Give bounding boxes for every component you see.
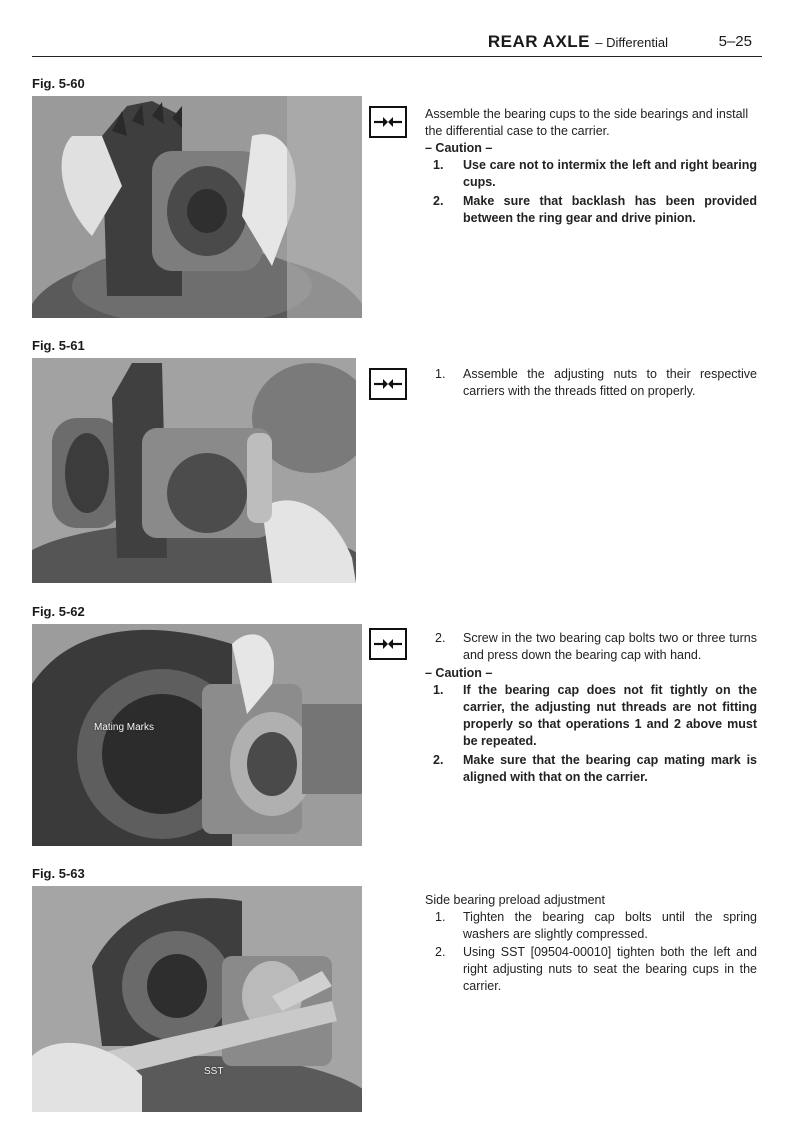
section-title [488,32,668,52]
caution-number: 2. [433,194,444,208]
caution-number: 1. [433,683,444,697]
section-title-main: REAR AXLE [487,32,591,51]
procedure-heading: Side bearing preload adjustment [425,893,605,907]
step-text: Tighten the bearing cap bolts until the spring washers are slightly compressed. [463,910,757,941]
step-number: 2. [435,631,446,645]
instruction-block-5-61 [425,366,757,401]
page-number: 5–25 [718,33,752,50]
step-item [425,909,757,943]
caution-number: 2. [433,753,444,767]
assemble-arrows-icon [369,106,407,138]
instruction-block-5-60 [425,106,757,229]
caution-item [425,157,757,191]
caution-text: Use care not to intermix the left and right bearing cups. [463,158,757,189]
caution-list [425,682,757,786]
step-number: 1. [435,367,446,381]
caution-heading: – Caution – [425,666,493,680]
step-list [425,909,757,995]
step-list [425,630,757,664]
header-divider [32,56,762,57]
figure-label: Fig. 5-61 [32,338,85,353]
caution-text: Make sure that the bearing cap mating mark is aligned with that on the carrier. [463,753,757,784]
step-text: Using SST [09504-00010] tighten both the left and right adjusting nuts to seat the bearing cups in the carrier. [463,945,757,993]
caution-heading: – Caution – [425,141,493,155]
figure-photo-5-63 [32,886,362,1112]
figure-photo-5-62 [32,624,362,846]
assemble-arrows-icon [369,368,407,400]
step-text: Screw in the two bearing cap bolts two or three turns and press down the bearing cap with hand. [463,631,757,662]
caution-item [425,752,757,786]
caution-item [425,193,757,227]
sst-label: SST [204,1066,224,1077]
figure-label: Fig. 5-62 [32,604,85,619]
assemble-arrows-icon [369,628,407,660]
step-item [425,366,757,400]
figure-photo-5-60 [32,96,362,318]
figure-label: Fig. 5-63 [32,866,85,881]
instruction-block-5-63 [425,892,757,996]
caution-text: If the bearing cap does not fit tightly on the carrier, the adjusting nut threads are not fitting properly so that operations 1 and 2 above must be repeated. [463,683,757,748]
caution-number: 1. [433,158,444,172]
page-header [32,30,772,58]
step-list [425,366,757,400]
section-subtitle: – Differential [595,35,668,50]
caution-list [425,157,757,227]
figure-photo-5-61 [32,358,356,583]
caution-item [425,682,757,750]
instruction-block-5-62 [425,630,757,788]
instruction-text: Assemble the bearing cups to the side bearings and install the differential case to the carrier. [425,107,749,138]
figure-label: Fig. 5-60 [32,76,85,91]
mating-marks-label: Mating Marks [94,722,155,733]
caution-text: Make sure that backlash has been provided between the ring gear and drive pinion. [463,194,757,225]
step-item [425,944,757,995]
step-text: Assemble the adjusting nuts to their respective carriers with the threads fitted on properly. [463,367,757,398]
step-number: 2. [435,945,446,959]
step-item [425,630,757,664]
step-number: 1. [435,910,446,924]
